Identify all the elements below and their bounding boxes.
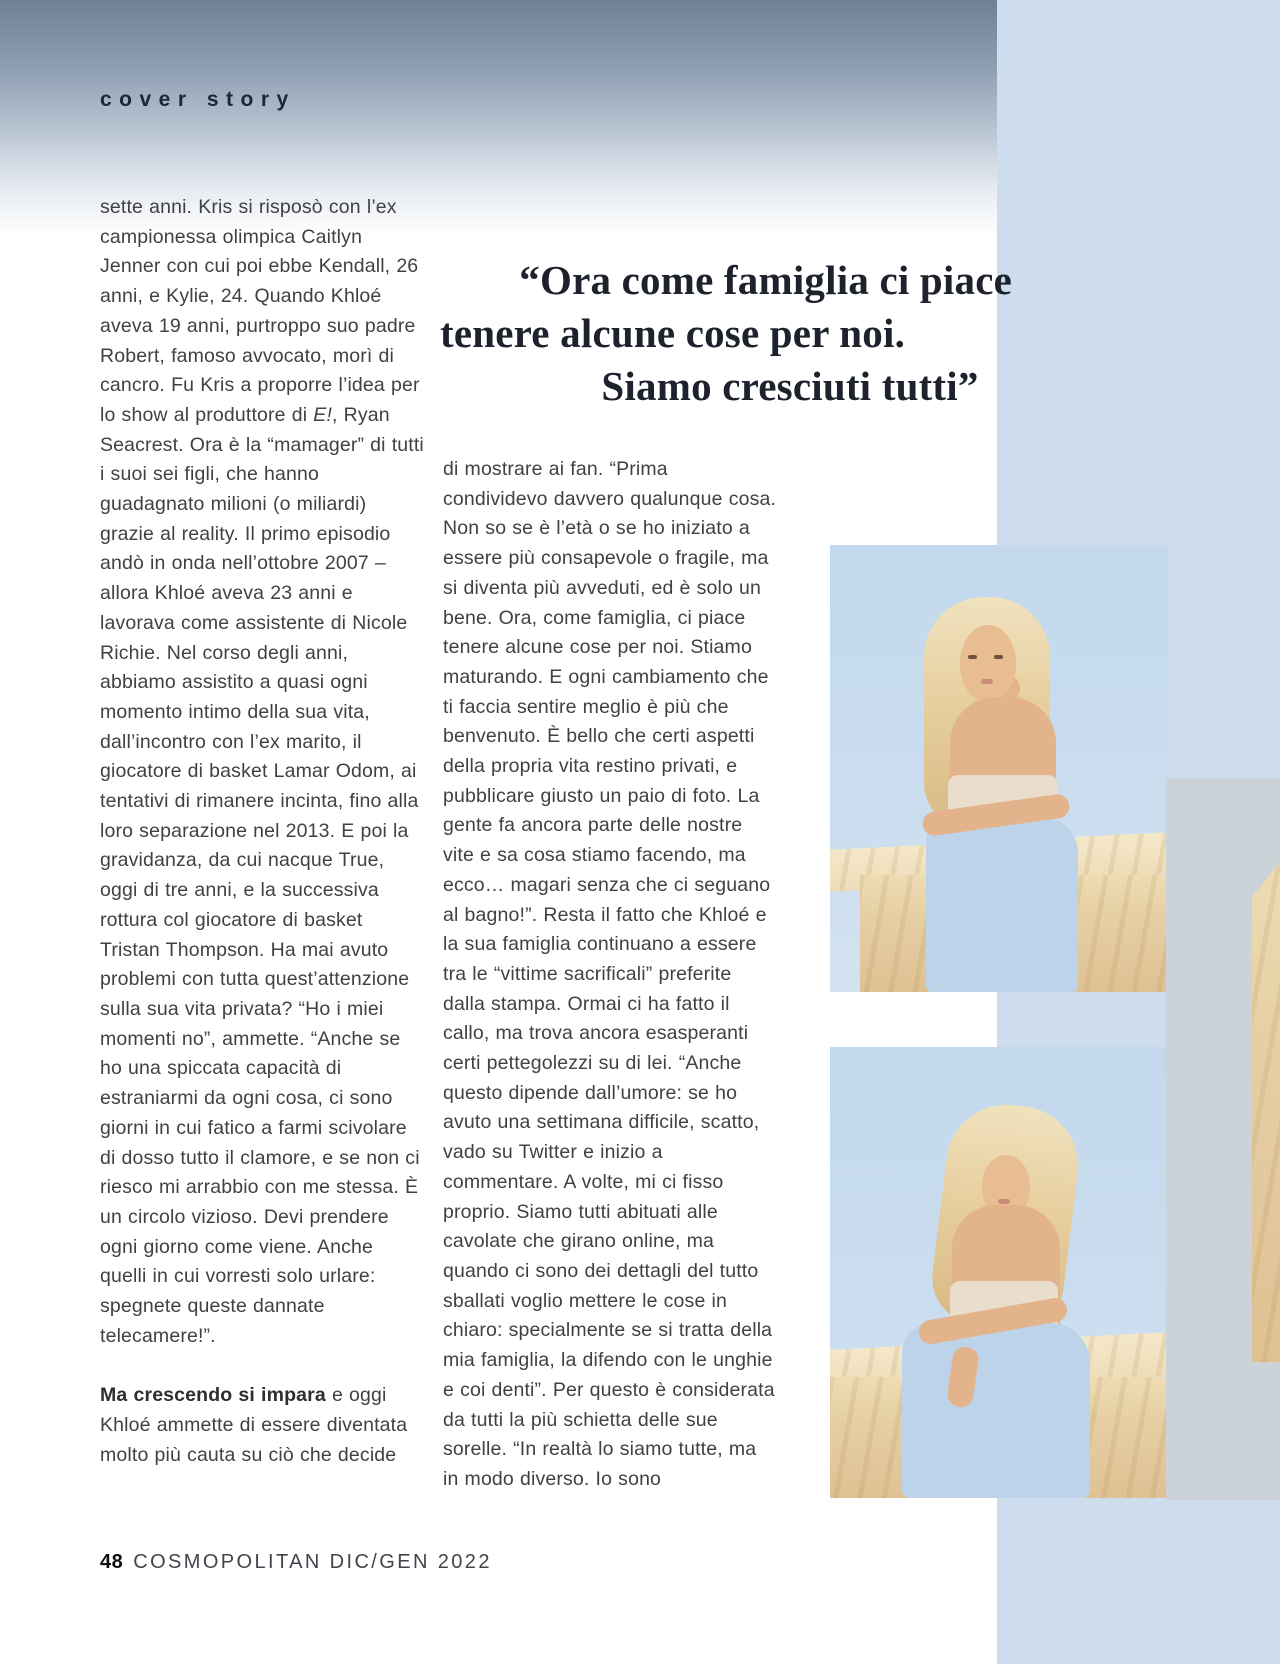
middle-paragraph-1: di mostrare ai fan. “Prima condividevo davvero qualunque cosa. Non so se è l’età o se ho iniziato a essere più consapevole o fragile, ma si diventa più avveduti, ed è solo un bene. Ora, come famiglia, ci piace tenere alcune cose per noi. Stiamo maturando. E ogni cambiamento che ti faccia sentire meglio è più che benvenuto. È bello che certi aspetti della propria vita restino privati, e pubblicare giusto un paio di foto. La gente fa ancora parte delle nostre vite e sa cosa stiamo facendo, ma ecco… magari senza che ci seguano al bagno!”. Resta il fatto che Khloé e la sua famiglia continuano a essere tra le “vittime sacrificali” preferite dalla stampa. Ormai ci ha fatto il callo, ma trova ancora esasperanti certi pettegolezzi su di lei. “Anche questo dipende dall’umore: se ho avuto una settimana difficile, scatto, vado su Twitter e inizio a commentare. A volte, mi ci fisso proprio. Siamo tutti abituati alle cavolate che girano online, ma quando ci sono dei dettagli del tutto sballati voglio mettere le cose in chiaro: specialmente se si tratta della mia famiglia, la difendo con le unghie e coi denti”. Per questo è considerata da tutti la più schietta delle sue sorelle. “In realtà lo siamo tutte, ma in modo diverso. Io sono bbox=[443, 458, 777, 1490]
article-column-middle bbox=[443, 455, 777, 1495]
left-paragraph-1 bbox=[100, 193, 424, 1351]
pull-quote bbox=[440, 254, 1012, 413]
pull-quote-line-1: “Ora come famiglia ci piace bbox=[519, 257, 1012, 303]
page-footer bbox=[100, 1551, 492, 1574]
footer-magazine: COSMOPOLITAN DIC/GEN 2022 bbox=[133, 1551, 492, 1573]
left-p1-run-a: sette anni. Kris si risposò con l’ex campionessa olimpica Caitlyn Jenner con cui poi ebbe Kendall, 26 anni, e Kylie, 24. Quando Khloé aveva 19 anni, purtroppo suo padre Robert, famoso avvocato, morì di cancro. Fu Kris a proporre l’idea per lo show al produttore di bbox=[100, 196, 420, 426]
left-p2-run: e oggi Khloé ammette di essere diventata molto più cauta su ciò che decide bbox=[100, 1384, 408, 1466]
page-number: 48 bbox=[100, 1551, 124, 1573]
face bbox=[960, 625, 1016, 701]
article-column-left bbox=[100, 193, 424, 1470]
wood-box-edge bbox=[1252, 862, 1280, 1362]
left-p2-lead-in: Ma crescendo si impara bbox=[100, 1384, 326, 1407]
photo-edge-sliver bbox=[1166, 778, 1280, 1500]
left-eye bbox=[968, 655, 977, 659]
right-eye bbox=[994, 655, 1003, 659]
left-p1-run-italic: E! bbox=[313, 403, 333, 426]
left-p1-run-b: , Ryan Seacrest. Ora è la “mamager” di tutti i suoi sei figli, che hanno guadagnato milioni (o miliardi) grazie al reality. Il primo episodio andò in onda nell’ottobre 2007 – allora Khloé aveva 23 anni e lavorava come assistente di Nicole Richie. Nel corso degli anni, abbiamo assistito a quasi ogni momento intimo della sua vita, dall’incontro con l’ex marito, il giocatore di basket Lamar Odom, ai tentativi di rimanere incinta, fino alla loro separazione nel 2013. E poi la gravidanza, da cui nacque True, oggi di tre anni, e la successiva rottura col giocatore di basket Tristan Thompson. Ha mai avuto problemi con tutta quest’attenzione sulla sua vita privata? “Ho i miei momenti no”, ammette. “Anche se ho una spiccata capacità di estraniarmi da ogni cosa, ci sono giorni in cui fatico a farmi scivolare di dosso tutto il clamore, e se non ci riesco mi arrabbio con me stessa. È un circolo vizioso. Devi prendere ogni giorno come viene. Anche quelli in cui vorresti solo urlare: spegnete queste dannate telecamere!”. bbox=[100, 403, 424, 1347]
left-paragraph-2 bbox=[100, 1381, 424, 1470]
lips bbox=[998, 1199, 1010, 1204]
pull-quote-line-2: tenere alcune cose per noi. bbox=[440, 310, 906, 356]
pull-quote-line-3: Siamo cresciuti tutti” bbox=[601, 363, 979, 409]
photo-khloe-top bbox=[830, 545, 1168, 992]
lips bbox=[981, 679, 993, 684]
photo-khloe-bottom bbox=[830, 1047, 1168, 1498]
section-kicker: cover story bbox=[100, 88, 296, 111]
